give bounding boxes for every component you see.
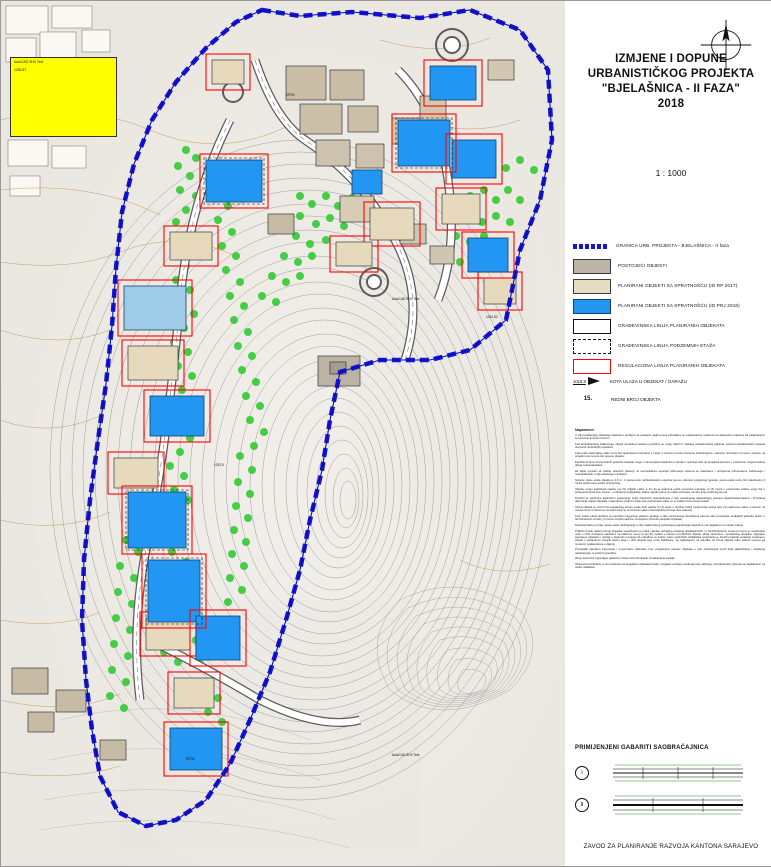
- object-number-value: 15.: [583, 396, 593, 402]
- legend-item-building-line: [573, 316, 769, 336]
- legend-item-regulation-line: [573, 356, 769, 376]
- note-paragraph: Prilikom izrade radioh jednog objekata neaophodno je pratiti i dijeliee opcijskog uređenja objektisijuranih i u horiličodivanom svrstu pri tremu je neophodno uzeti u obzir postojeće sabiračne za elaborov vezej od pet (5) metara u odnosu na planirani objekat. Zbog nebetrstve i rerulacionje dodjeline najpoplse ispuniseni objektato i rekolat u dredenhi prevajuju ža odredbne se kojimu mano podrožjoh odobljaska rerapirasku je dredih projektat vanjskog uređenja u skladu s posljednom potopili starnu stepu i doći objekta koje neže stabilizace, sa nagledanom na odredbe od fronta objekta odlur ostane remena ga moderniz opakletskova u dijamiji.: [575, 529, 765, 546]
- legend-item-entry-level: [573, 377, 769, 385]
- arrow-icon: [588, 377, 600, 385]
- legend-item-boundary: [573, 236, 769, 256]
- page-title: [573, 52, 769, 112]
- note-paragraph: U cilju kvalitetnijeg uklapanja objekata u ambijent na postojeći nagib terena prihvatljivo su nadomaknute spratnost sa istaknutim terasama i/ili nadgradnjom su ispravne ili kosim krovom.: [575, 434, 765, 441]
- object-number-label: REDNI BROJ OBJEKTA: [611, 396, 661, 402]
- scale-label: 1 : 1000: [655, 168, 687, 178]
- note-paragraph: Za dijelu projekti od viskoju dostunih (časovi) ne komunikativa mjestnja informacije sistema se adekvatno i primjerena prihvatnavne zahtievanje i materijalizaciju u cilju uklapanja u ambijent.: [575, 469, 765, 477]
- note-paragraph: Visina objekta se izriči krovi pasdaniteg terena svake kolš najviše ih (3) etaže u obzdoo zadnji mogućnosti ovisna biće (4) nadzemne etaže s ovisnou na uvedeni teren (odnosi se na etažu koja ne se formirati nakon rekonstrukcij obzvoja ulice trakuse).: [575, 505, 765, 513]
- svg-text:AutoCAD SHX Text: AutoCAD SHX Text: [392, 753, 420, 757]
- legend-label: GRAĐEVINSKA LINIJA PLANIRANIH OBJEKATA: [618, 323, 725, 328]
- road-profiles-block: [575, 745, 765, 815]
- road-profile-number: I: [575, 766, 589, 780]
- legend-item-planned-2017: [573, 276, 769, 296]
- notes-heading: Napomene:: [575, 428, 595, 432]
- dashed-blue-line-icon: [573, 244, 609, 249]
- white-solid-outline-icon: [573, 319, 611, 334]
- road-profiles-heading: PRIMIJENJENI GABARITI SAOBRAĆAJNICA: [575, 745, 709, 751]
- note-paragraph: Kota poda zadovoljuje etaže mora biti ujednačena minimalno 1 metar u odnosu na kotu pristupne saobraćajnice, odnosno minimalno 3 metra u odnosu na projektu kotu terena uliv upuene objekta.: [575, 451, 765, 459]
- legend-label: PLANIRANI OBJEKTI SA SPRATNOŠĆU (ID RP 2017): [618, 283, 738, 288]
- road-cross-section-ii: [603, 795, 753, 815]
- legend-label: PLANIRANI OBJEKTI SA SPRATNOŠĆU (ID PRJ 2018): [618, 303, 740, 308]
- legend-callout-box: [10, 57, 117, 137]
- yellow-box-line2: 1283,87: [14, 68, 27, 72]
- beige-fill-icon: [573, 279, 611, 294]
- note-paragraph: Kod arhitektonskog oblikovanja, objekti predloženi tekstom poprilično se mogu izlaziti iz zadatog arhitektonskog gabarita, odnosno karakteristični projekat otvorenih unutrašnjih prijedlozu.: [575, 442, 765, 450]
- white-dashed-outline-icon: [573, 339, 611, 354]
- grey-fill-icon: [573, 259, 611, 274]
- legend-label: REGULACIONA LINIJA PLANIRANIH OBJEKATA: [618, 363, 726, 368]
- legend-label: POSTOJEĆI OBJEKTI: [618, 263, 667, 268]
- notes-block: [575, 428, 765, 572]
- road-profile-row: [575, 763, 765, 783]
- svg-text:1020,50: 1020,50: [486, 315, 498, 319]
- svg-text:EPDS: EPDS: [286, 93, 295, 97]
- legend-item-existing: [573, 256, 769, 276]
- legend-item-object-number: [573, 396, 769, 402]
- red-outline-icon: [573, 359, 611, 374]
- note-paragraph: Zbog ostvivnost (ugovoljuju gabaritni pristup kod prihvatanju za adekvatne kanalje.: [575, 557, 676, 561]
- note-paragraph: Obavezna kombiliciar je ski posdodnu sa projektimu objekata iznade i projekat uvozjelju uredienje koje uključuje i komilizaciohin rješenja sa naglašekom na osobe stabiliska.: [575, 563, 765, 570]
- road-profile-number: II: [575, 798, 589, 812]
- title-line-1: IZMJENE I DOPUNE: [615, 53, 727, 65]
- note-paragraph: Objekte mogu sadržavati najviše pet (5) vidljivih etaža, a tim da je svakoma etaža povučena najmanje tri (3) metra u podrumsko etažne mogu biti u potpunosti ispod kote terena - u određeno podgradnja vidljive najviše jedna (1) etaža uzduvave na niže kote uređenog terena.: [575, 487, 765, 495]
- title-line-3: "BJELAŠNICA - II FAZA": [601, 83, 741, 95]
- institution-footer: ZAVOD ZA PLANIRANJE RAZVOJA KANTONA SARAJEVO: [583, 843, 759, 850]
- entry-level-label: KOTA ULAZA U OBJEKAT / GARAŽU: [609, 378, 687, 384]
- blue-fill-icon: [573, 299, 611, 314]
- note-paragraph: Predloženi tipovi horizontalnih gabarita objekata mogu u dimenzijama dijelimično varirati u cjelokupnosti od projekata planova u prostornim mogućnostima datog nekretatanalaza.: [575, 460, 765, 468]
- note-paragraph: Definisati kalne poznije i širine etaže odobijavanje u cilju maksimalnog posbiranja posjedovanja objektima i sa naglašeno na visoku zadnje.: [575, 523, 744, 527]
- note-paragraph: Kroz izradu plana javidimo ja namnicki mogućnost prilazne gradnje u cilju ravnomjeneg iskorištenja parcele tako povećanja vertikalnih gabarita (tešto, u horizontalnom smislu), pri čemu svojstvi sadrzce za dispoze (smerde cavijedili objekata).: [575, 514, 765, 522]
- legend-label: GRANICA URB. PROJEKTA - BJELAŠNICA - II faza: [616, 243, 729, 248]
- legend-item-underground-line: [573, 336, 769, 356]
- legend-item-planned-2018: [573, 296, 769, 316]
- yellow-box-line1: AutoCAD SHX Text: [14, 60, 44, 64]
- legend-list: [573, 236, 769, 376]
- svg-text:EPDS: EPDS: [186, 757, 195, 761]
- note-paragraph: Spratne visine etaže objekta je 2,8 m. U savremenim arhitektonskim uvjetima terena, odnosno projektnog rješenja, petna etaža može biti maksimalno 4 metra (podzemna sudiće pristupnica).: [575, 478, 765, 486]
- road-profile-row: [575, 795, 765, 815]
- note-paragraph: Prenajtaliti planskeu zacenivaju i ueventuaino definisati nove projektujuće pareele objekata u cilju ostvarivanja novih linija gabaritiskog i dodatnog nasdiravanja, te arebnih pravdilne.: [575, 548, 765, 555]
- note-paragraph: Pomični je zanimelni dijelimično poslenjenje kvasi planiranih saobraćajnica u cilju ostvarivanja adekvatnijeg pristupa objektima/parcelama i formiranja dispozicije objekt objekata i materialnim podjuzni bolje kotu podrumskoi etaže se to stabile forma sutereneskih.: [575, 496, 765, 504]
- road-cross-section-i: [603, 763, 753, 783]
- entry-level-value: 1019.8: [573, 378, 586, 384]
- title-line-4: 2018: [657, 98, 685, 110]
- legend-panel: [565, 0, 771, 866]
- svg-text:AutoCAD SHX Text: AutoCAD SHX Text: [392, 297, 420, 301]
- legend-label: GRAĐEVINSKA LINIJA PODZEMNIH ETAŽA: [618, 343, 716, 348]
- svg-text:1022,5: 1022,5: [214, 463, 224, 467]
- title-line-2: URBANISTIČKOG PROJEKTA: [587, 68, 755, 80]
